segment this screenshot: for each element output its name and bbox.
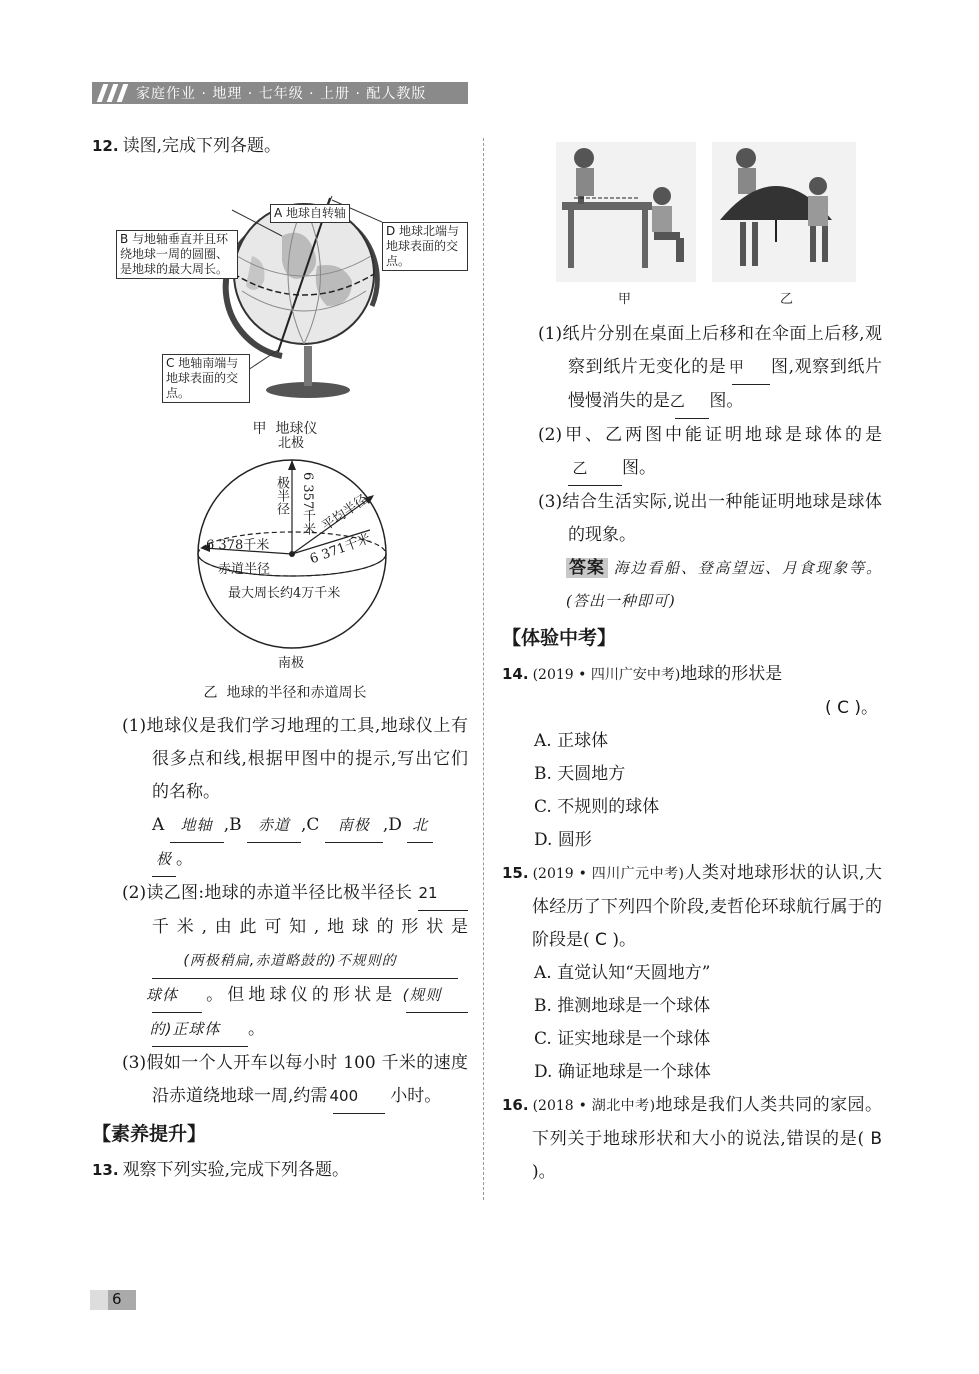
q12-part3-text2: 小时。 xyxy=(390,1086,442,1106)
q13-part3-number: (3) xyxy=(538,492,563,512)
q14-stem: 地球的形状是 xyxy=(680,664,783,684)
answer-no-change: 甲 xyxy=(732,351,770,385)
q12-number: 12. xyxy=(92,137,119,155)
fill-b-prefix: ,B xyxy=(223,815,242,835)
q12-part2-text3: 。但地球仪的形状是 xyxy=(202,985,397,1005)
polar-radius-value: 6 357千米 xyxy=(300,472,315,536)
q12-part2 xyxy=(92,877,468,1047)
q14-source: (2019 • 四川广安中考) xyxy=(532,667,681,683)
q12-part3 xyxy=(92,1047,468,1114)
answer-b: 赤道 xyxy=(247,809,301,843)
q13-answer-text: 海边看船、登高望远、月食现象等。(答出一种即可) xyxy=(566,559,882,610)
q12-part1 xyxy=(92,710,468,809)
q14-answer: ( C )。 xyxy=(825,698,878,718)
q15-answer: C xyxy=(595,930,607,950)
answer-hours: 400 xyxy=(333,1080,385,1114)
q14-option-b: B. 天圆地方 xyxy=(534,764,626,784)
q14-option-c: C. 不规则的球体 xyxy=(534,797,660,817)
mean-radius-label: 平均半径 xyxy=(319,492,371,535)
q14-option-a: A. 正球体 xyxy=(534,731,609,751)
answer-d-part2: 极 xyxy=(152,843,176,877)
q12-part2-end: 。 xyxy=(248,1019,265,1039)
q13-part2 xyxy=(502,419,882,486)
answer-shape-part1: (两极稍扁,赤道略鼓的)不规则的 xyxy=(152,945,458,979)
globe-figure xyxy=(92,166,468,408)
q14-number: 14. xyxy=(502,665,529,683)
right-column xyxy=(502,130,882,1189)
q13-part2-text1: 甲、乙两图中能证明地球是球体的是 xyxy=(562,425,882,445)
q12-stem: 读图,完成下列各题。 xyxy=(122,136,281,156)
q16-answer: B xyxy=(870,1129,882,1149)
q15-option-a: A. 直觉认知“天圆地方” xyxy=(534,963,711,983)
q14 xyxy=(502,658,882,692)
q13-part1-number: (1) xyxy=(538,324,563,344)
q12-part1-number: (1) xyxy=(122,716,147,736)
answer-globe-shape-part2: 的)正球体 xyxy=(152,1013,248,1047)
experiment-illustration xyxy=(556,142,856,284)
answer-tag: 答案 xyxy=(566,558,608,578)
page-number-text: 6 xyxy=(112,1290,122,1308)
mean-radius-value: 6 371千米 xyxy=(308,531,373,568)
q13-heading xyxy=(92,1154,468,1186)
q15-source: (2019 • 四川广元中考) xyxy=(532,866,685,882)
q13-part1 xyxy=(502,318,882,419)
q15-option-d: D. 确证地球是一个球体 xyxy=(534,1062,711,1082)
fill-end: 。 xyxy=(176,849,193,869)
q15-stem2: )。 xyxy=(612,930,636,950)
q16-number: 16. xyxy=(502,1096,529,1114)
q14-option-d: D. 圆形 xyxy=(534,830,592,850)
globe-caption: 甲 地球仪 xyxy=(252,421,318,437)
q15-stem1: 人类对地球形状的认识,大体经历了下列四个阶段,麦哲伦环球航行属于的阶段是( xyxy=(532,863,882,950)
q16-stem1: 地球是我们人类共同的家园。下列关于地球形状和大小的说法,错误的是( xyxy=(532,1095,883,1149)
page-number xyxy=(90,1290,136,1310)
q12-part1-text: 地球仪是我们学习地理的工具,地球仪上有很多点和线,根据甲图中的提示,写出它们的名称。 xyxy=(146,716,468,802)
answer-radius-diff: 21 xyxy=(418,877,468,911)
q12-part2-number: (2) xyxy=(122,883,147,903)
q13-part1-text3: 图。 xyxy=(709,391,744,411)
label-d: D 地球北端与地球表面的交点。 xyxy=(382,222,468,271)
label-a: A 地球自转轴 xyxy=(270,204,350,223)
answer-shape-part2: 球体 xyxy=(152,979,202,1013)
answer-globe-shape-part1: (规则 xyxy=(406,979,468,1013)
answer-disappear: 乙 xyxy=(675,385,709,419)
q15 xyxy=(502,857,882,957)
answer-a: 地轴 xyxy=(170,809,224,843)
q12-part2-text1: 读乙图:地球的赤道半径比极半径长 xyxy=(146,883,413,903)
section-heading-exam: 【体验中考】 xyxy=(502,627,617,649)
q13-part2-text2: 图。 xyxy=(622,458,656,478)
running-header xyxy=(92,82,468,104)
q16-source: (2018 • 湖北中考) xyxy=(532,1098,656,1114)
q12-part2-text2: 千米,由此可知,地球的形状是 xyxy=(152,917,468,937)
left-column xyxy=(92,130,468,1186)
q13-part1-text1: 纸片分别在桌面上后移和在伞面上后移,观察到纸片无变化的是 xyxy=(562,324,882,377)
q12-part3-text1: 假如一个人开车以每小时 100 千米的速度沿赤道绕地球一周,约需 xyxy=(146,1053,468,1106)
north-pole-label: 北极 xyxy=(278,436,305,451)
label-b: B 与地轴垂直并且环绕地球一周的圆圈、是地球的最大周长。 xyxy=(116,230,238,279)
q13-part3 xyxy=(502,486,882,552)
q13-number: 13. xyxy=(92,1161,119,1179)
experiment-label-yi: 乙 xyxy=(780,292,794,307)
q13-part2-number: (2) xyxy=(538,425,563,445)
q13-stem: 观察下列实验,完成下列各题。 xyxy=(122,1160,349,1180)
q16-stem2: )。 xyxy=(532,1162,556,1182)
answer-proves-sphere: 乙 xyxy=(568,452,622,486)
answer-c: 南极 xyxy=(325,809,383,843)
slash-decoration xyxy=(92,82,136,104)
circumference-label: 最大周长约4万千米 xyxy=(228,586,341,601)
answer-d-part1: 北 xyxy=(407,809,433,843)
equatorial-radius-label: 赤道半径 xyxy=(218,562,271,577)
q12-heading xyxy=(92,130,468,162)
q15-option-b: B. 推测地球是一个球体 xyxy=(534,996,711,1016)
fill-a-prefix: A xyxy=(152,815,165,835)
column-divider xyxy=(483,138,484,1200)
earth-radius-figure xyxy=(92,436,468,682)
section-heading-literacy: 【素养提升】 xyxy=(92,1123,207,1145)
label-c: C 地轴南端与地球表面的交点。 xyxy=(162,354,250,403)
globe-illustration xyxy=(92,166,468,408)
q15-option-c: C. 证实地球是一个球体 xyxy=(534,1029,711,1049)
equatorial-radius-value: 6 378千米 xyxy=(206,538,270,553)
q15-number: 15. xyxy=(502,864,529,882)
polar-radius-label: 极半径 xyxy=(274,476,289,515)
fill-d-prefix: ,D xyxy=(382,815,402,835)
earth-radius-caption: 乙 地球的半径和赤道周长 xyxy=(203,685,367,701)
q12-part1-answers xyxy=(92,809,468,877)
experiment-figure xyxy=(556,130,856,307)
q13-answer xyxy=(502,552,882,618)
experiment-label-jia: 甲 xyxy=(618,292,632,307)
q13-part3-text: 结合生活实际,说出一种能证明地球是球体的现象。 xyxy=(562,492,882,545)
q16 xyxy=(502,1089,882,1189)
header-title: 家庭作业 · 地理 · 七年级 · 上册 · 配人教版 xyxy=(136,86,427,102)
south-pole-label: 南极 xyxy=(278,656,305,671)
q13-part1-text2: 图,观察到纸片慢慢消失的是 xyxy=(568,357,883,411)
q12-part3-number: (3) xyxy=(122,1053,147,1073)
fill-c-prefix: ,C xyxy=(301,815,320,835)
